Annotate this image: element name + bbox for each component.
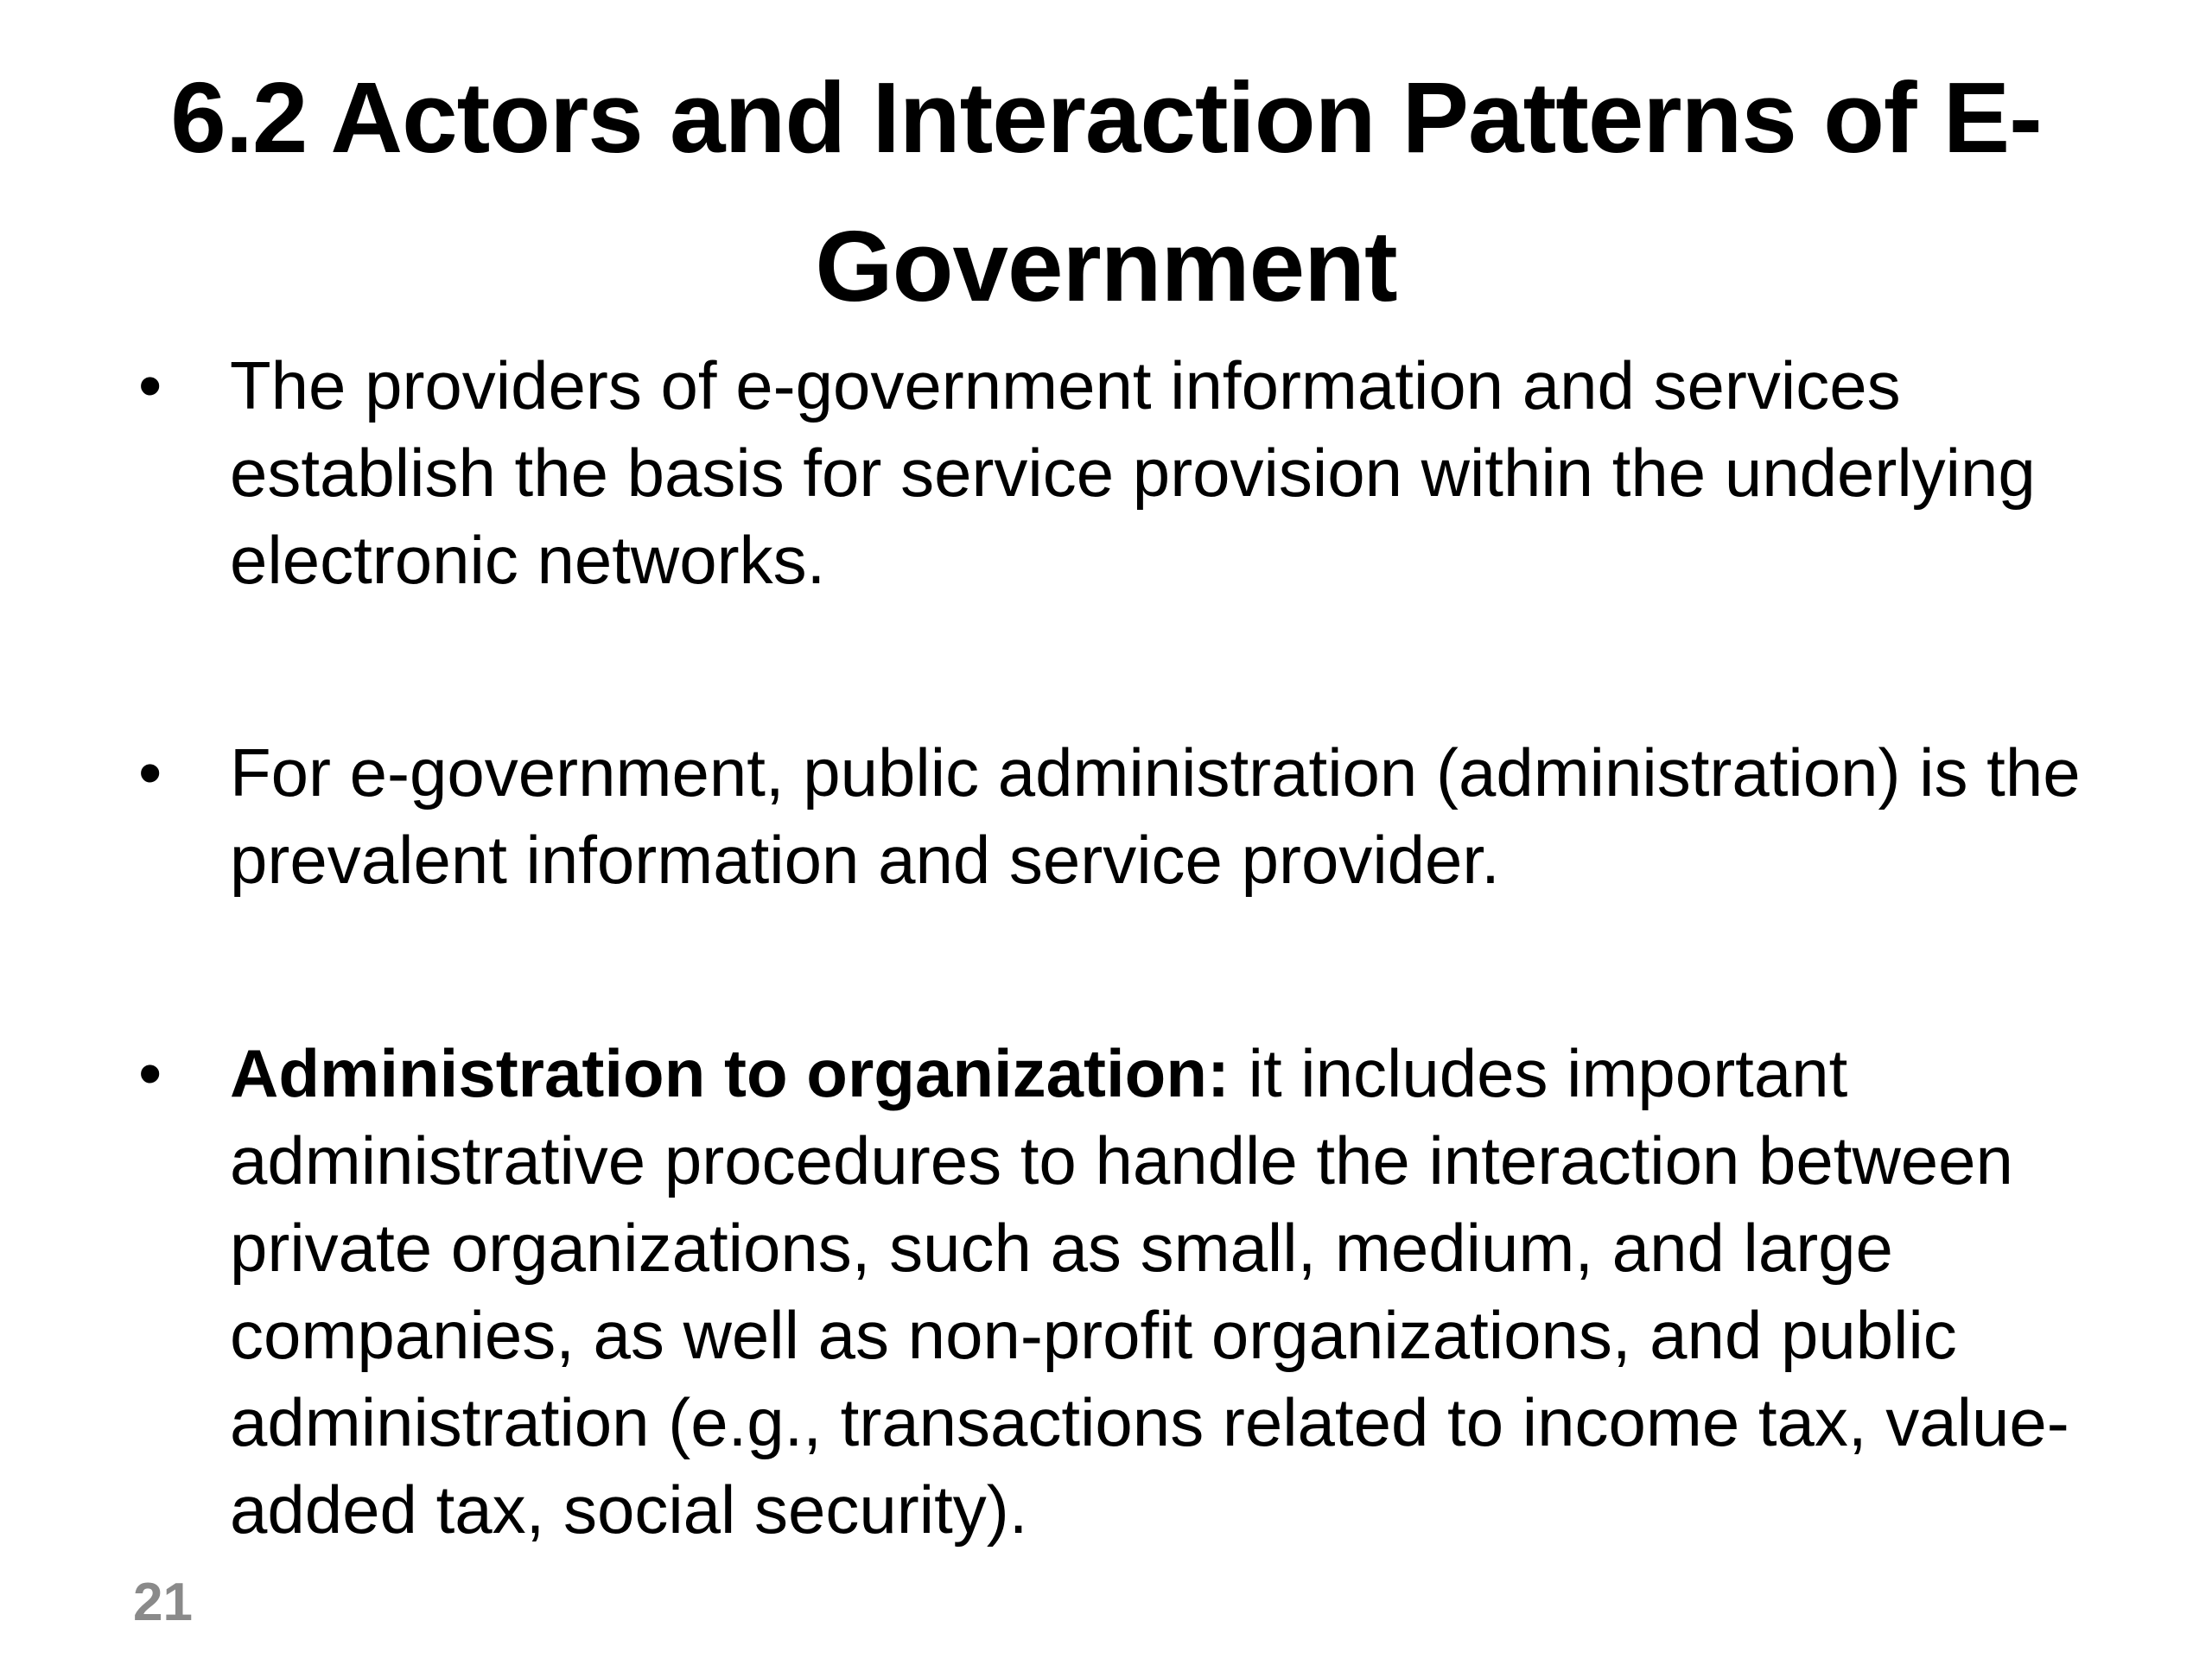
bullet-text: The providers of e-government information and services establish the basis for service provision within the underlying electronic networks. — [230, 347, 2036, 598]
bullet-text-container — [230, 1030, 2165, 1554]
page-number: 21 — [133, 1573, 193, 1632]
bullet-icon: • — [138, 734, 162, 810]
bullet-text: For e-government, public administration (administration) is the prevalent information and service provider. — [230, 734, 2081, 898]
bullet-term: Administration to organization: — [230, 1035, 1230, 1111]
bullet-description: it includes important administrative procedures to handle the interaction between private organizations, such as small, medium, and large companies, as well as non-profit organizations, and public administration (e.g., transactions related to income tax, value-added tax, social security). — [230, 1035, 2069, 1548]
slide-title: 6.2 Actors and Interaction Patterns of E-Government — [170, 61, 2042, 322]
bullet-icon: • — [138, 347, 162, 423]
bullet-icon: • — [138, 1035, 162, 1111]
